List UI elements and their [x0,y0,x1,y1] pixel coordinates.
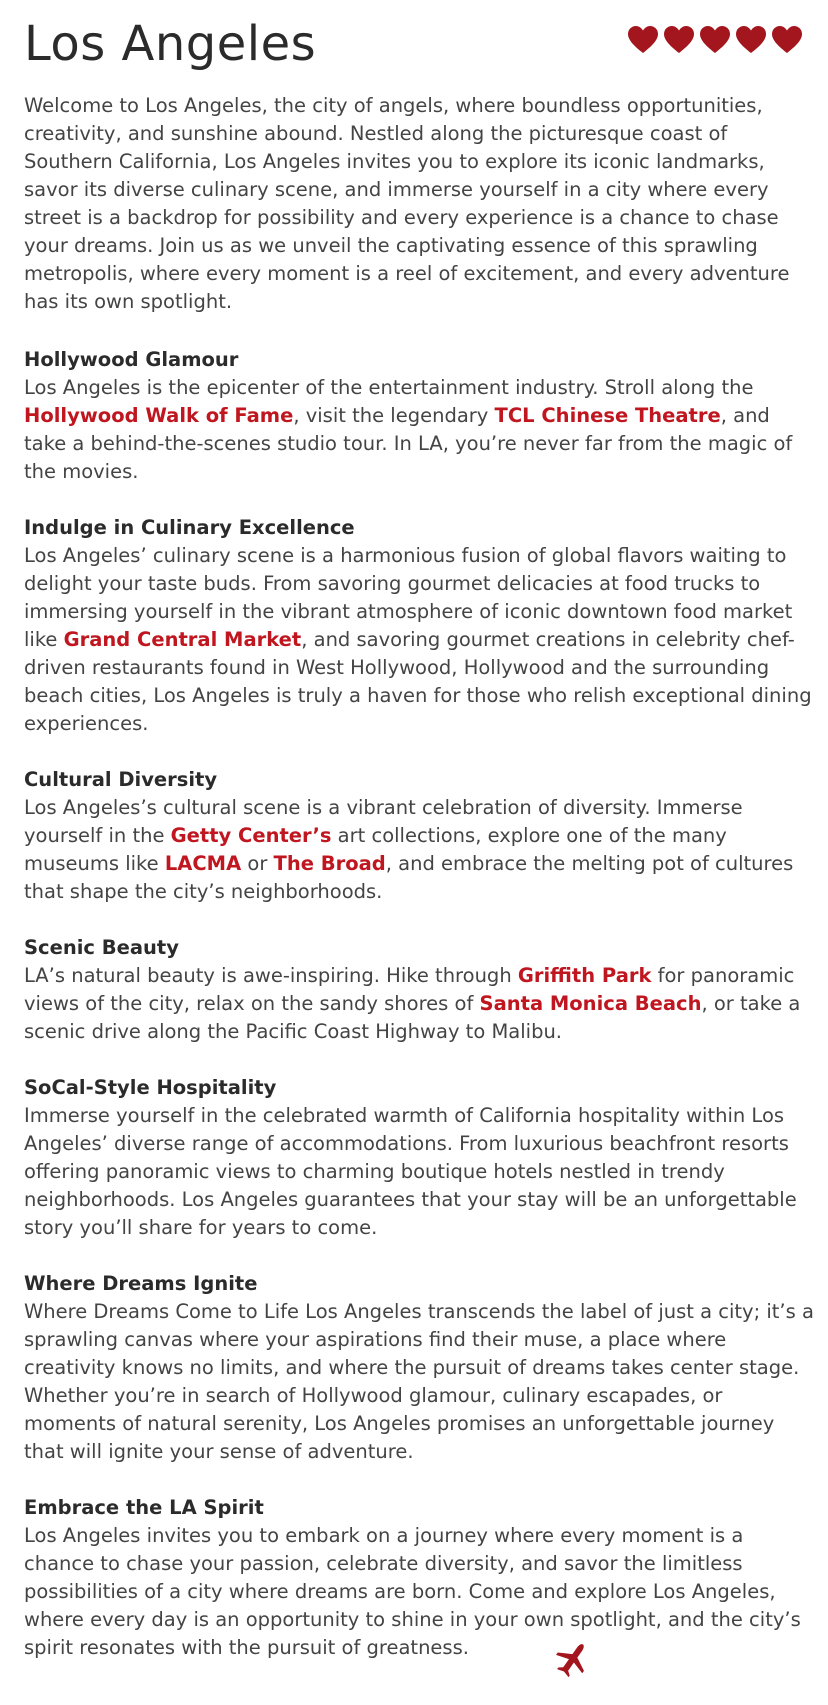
section-heading: Scenic Beauty [24,936,179,959]
section-body: Los Angeles is the epicenter of the entertainment industry. Stroll along the Hollywood Walk of Fame, visit the legendary TCL Chinese Theatre, and take a behind-the-scenes studio tour. In LA, you’re never far from the magic of the movies. [24,376,793,483]
section-body: Los Angeles invites you to embark on a journey where every moment is a chance to chase your passion, celebrate diversity, and savor the limitless possibilities of a city where dreams are born. Come and explore Los Angeles, where every day is an opportunity to shine in your own spotlight, and the city’s spirit resonates with the pursuit of greatness. [24,1524,801,1659]
section-socal-hospitality [24,1074,814,1242]
heart-icon [736,26,766,54]
section-culinary-excellence [24,514,814,738]
section-body: LA’s natural beauty is awe-inspiring. Hike through Griffith Park for panoramic views of the city, relax on the sandy shores of Santa Monica Beach, or take a scenic drive along the Pacific Coast Highway to Malibu. [24,964,801,1043]
link-lacma[interactable]: LACMA [164,852,242,875]
link-getty-center[interactable]: Getty Center’s [170,824,332,847]
section-scenic-beauty [24,934,814,1046]
section-heading: SoCal-Style Hospitality [24,1076,277,1099]
section-body: Los Angeles’ culinary scene is a harmonious fusion of global flavors waiting to delight your taste buds. From savoring gourmet delicacies at food trucks to immersing yourself in the vibrant atmosphere of iconic downtown food market like Grand Central Market, and savoring gourmet creations in celebrity chef-driven restaurants found in West Hollywood, Hollywood and the surrounding beach cities, Los Angeles is truly a haven for those who relish exceptional dining experiences. [24,544,812,735]
section-heading: Embrace the LA Spirit [24,1496,264,1519]
airplane-icon [555,1640,589,1680]
section-heading: Where Dreams Ignite [24,1272,258,1295]
heart-icon [664,26,694,54]
article [24,0,814,1690]
rating-hearts [628,26,802,54]
section-where-dreams-ignite [24,1270,814,1466]
page-title: Los Angeles [24,16,317,72]
section-body: Where Dreams Come to Life Los Angeles transcends the label of just a city; it’s a sprawling canvas where your aspirations find their muse, a place where creativity knows no limits, and where the pursuit of dreams takes center stage. Whether you’re in search of Hollywood glamour, culinary escapades, or moments of natural serenity, Los Angeles promises an unforgettable journey that will ignite your sense of adventure. [24,1300,814,1463]
section-body: Immerse yourself in the celebrated warmth of California hospitality within Los Angeles’ diverse range of accommodations. From luxurious beachfront resorts offering panoramic views to charming boutique hotels nestled in trendy neighborhoods. Los Angeles guarantees that your stay will be an unforgettable story you’ll share for years to come. [24,1104,797,1239]
title-row [24,0,814,92]
heart-icon [628,26,658,54]
link-the-broad[interactable]: The Broad [273,852,386,875]
heart-icon [700,26,730,54]
section-hollywood-glamour [24,346,814,486]
section-embrace-la-spirit [24,1494,814,1662]
heart-icon [772,26,802,54]
link-santa-monica-beach[interactable]: Santa Monica Beach [479,992,702,1015]
link-hollywood-walk-of-fame[interactable]: Hollywood Walk of Fame [24,404,294,427]
intro-paragraph: Welcome to Los Angeles, the city of angels, where boundless opportunities, creativity, and sunshine abound. Nestled along the picturesque coast of Southern California, Los Angeles invites you to explore its iconic landmarks, savor its diverse culinary scene, and immerse yourself in a city where every street is a backdrop for possibility and every experience is a chance to chase your dreams. Join us as we unveil the captivating essence of this sprawling metropolis, where every moment is a reel of excitement, and every adventure has its own spotlight. [24,94,790,313]
section-heading: Cultural Diversity [24,768,218,791]
section-heading: Indulge in Culinary Excellence [24,516,355,539]
section-heading: Hollywood Glamour [24,348,239,371]
section-body: Los Angeles’s cultural scene is a vibrant celebration of diversity. Immerse yourself in the Getty Center’s art collections, explore one of the many museums like LACMA or The Broad, and embrace the melting pot of cultures that shape the city’s neighborhoods. [24,796,794,903]
section-cultural-diversity [24,766,814,906]
link-grand-central-market[interactable]: Grand Central Market [63,628,302,651]
link-tcl-chinese-theatre[interactable]: TCL Chinese Theatre [494,404,721,427]
link-griffith-park[interactable]: Griffith Park [517,964,652,987]
